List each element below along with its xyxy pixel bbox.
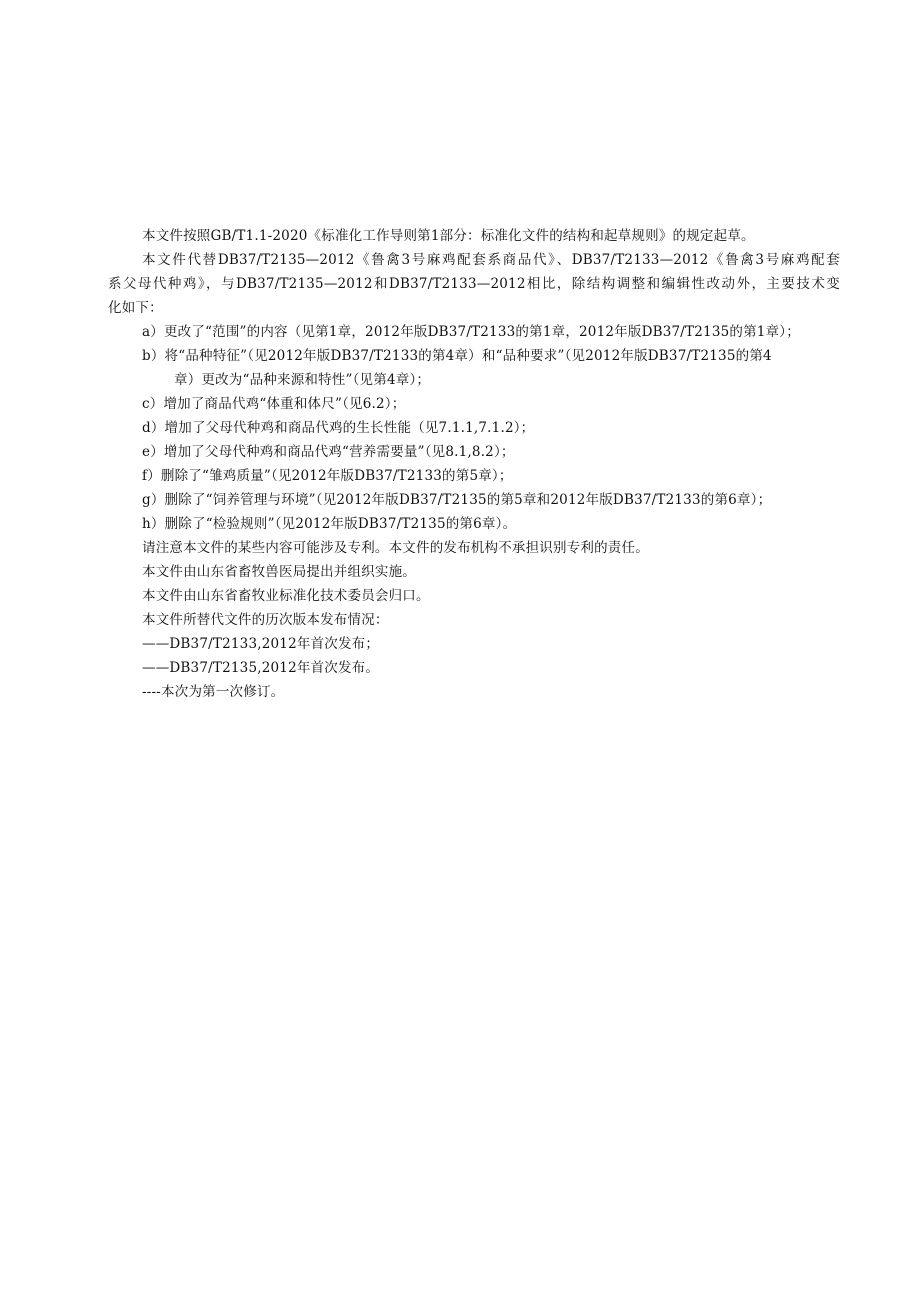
replacement-paragraph-line-2: 系父母代种鸡》，与DB37/T2135—2012和DB37/T2133—2012相比，除结构调整和编辑性改动外，主要技术变 <box>108 276 840 292</box>
change-item-d: d）增加了父母代种鸡和商品代鸡的生长性能（见7.1.1,7.1.2）； <box>142 420 535 436</box>
change-item-a: a）更改了“范围”的内容（见第1章，2012年版DB37/T2133的第1章，2012年版DB37/T2135的第1章）； <box>142 324 800 340</box>
history-item: ----本次为第一次修订。 <box>142 684 285 700</box>
history-intro: 本文件所替代文件的历次版本发布情况： <box>142 612 389 628</box>
replacement-paragraph-line-1: 本文件代替DB37/T2135—2012《鲁禽3号麻鸡配套系商品代》、DB37/T2133—2012《鲁禽3号麻鸡配套 <box>142 252 840 268</box>
history-item: ——DB37/T2135,2012年首次发布。 <box>142 660 380 676</box>
proposer-statement: 本文件由山东省畜牧兽医局提出并组织实施。 <box>142 564 416 580</box>
change-item-g: g）删除了“饲养管理与环境”（见2012年版DB37/T2135的第5章和2012年版DB37/T2133的第6章）； <box>142 492 772 508</box>
patent-notice: 请注意本文件的某些内容可能涉及专利。本文件的发布机构不承担识别专利的责任。 <box>142 540 649 556</box>
change-item-e: e）增加了父母代种鸡和商品代鸡“营养需要量”（见8.1,8.2）； <box>142 444 515 460</box>
drafting-rules-paragraph: 本文件按照GB/T1.1-2020《标准化工作导则第1部分：标准化文件的结构和起草规则》的规定起草。 <box>142 228 755 244</box>
change-item-b-line-1: b）将“品种特征”（见2012年版DB37/T2133的第4章）和“品种要求”（见2012年版DB37/T2135的第4 <box>142 348 772 364</box>
committee-statement: 本文件由山东省畜牧业标准化技术委员会归口。 <box>142 588 430 604</box>
change-item-f: f）删除了“雏鸡质量”（见2012年版DB37/T2133的第5章）； <box>142 468 513 484</box>
change-item-b-line-2: 章）更改为“品种来源和特性”（见第4章）； <box>174 372 431 388</box>
foreword-body <box>108 224 840 704</box>
change-item-c: c）增加了商品代鸡“体重和体尺”（见6.2）； <box>142 396 406 412</box>
history-item: ——DB37/T2133,2012年首次发布； <box>142 636 380 652</box>
replacement-paragraph-line-3: 化如下： <box>108 300 163 316</box>
change-item-h: h）删除了“检验规则”（见2012年版DB37/T2135的第6章）。 <box>142 516 517 532</box>
